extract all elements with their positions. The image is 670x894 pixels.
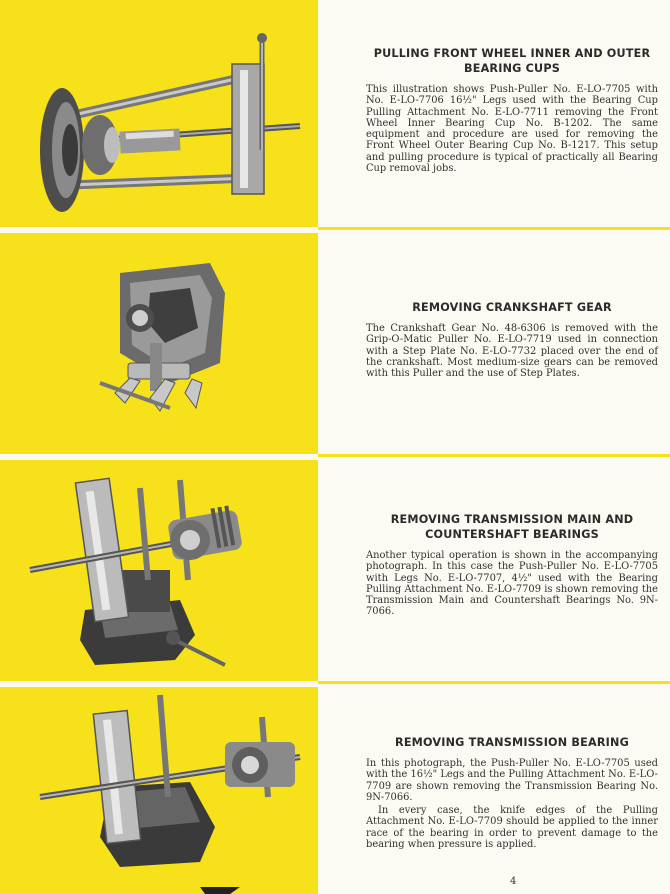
section-paragraph: In this photograph, the Push-Puller No. E-LO-7705 used with the 16½" Legs and the Pulling Attachment No. E-LO-7709 are shown removing the Transmission Bearing No. 9N-7066. bbox=[366, 758, 658, 803]
section-heading: REMOVING CRANKSHAFT GEAR bbox=[412, 301, 612, 314]
section-heading: PULLING FRONT WHEEL INNER AND OUTER BEARING CUPS bbox=[373, 47, 651, 75]
section-front-wheel-bearing-cups bbox=[366, 46, 658, 174]
section-crankshaft-gear bbox=[366, 300, 658, 379]
section-transmission-main-countershaft bbox=[366, 512, 658, 618]
section-paragraph: This illustration shows Push-Puller No. E-LO-7705 with No. E-LO-7706 16½" Legs used with the Bearing Cup Pulling Attachment No. E-LO-7711 removing the Front Wheel Inner Bearing Cup No. B-1202. The same equipment and procedure are used for removing the Front Wheel Outer Bearing Cup No. B-1217. This setup and pulling procedure is typical of practically all Bearing Cup removal jobs. bbox=[366, 84, 658, 175]
photo-front-wheel-bearing-cups bbox=[0, 0, 318, 227]
section-paragraph: Another typical operation is shown in the accompanying photograph. In this case the Push-Puller No. E-LO-7705 with Legs No. E-LO-7707, 4½" used with the Bearing Pulling Attachment No. E-LO-7709 is shown removing the Transmission Main and Countershaft Bearings No. 9N-7066. bbox=[366, 550, 658, 618]
photo-crankshaft-gear bbox=[0, 233, 318, 454]
photo-transmission-main-countershaft bbox=[0, 460, 318, 681]
section-paragraph: In every case, the knife edges of the Pulling Attachment No. E-LO-7709 should be applied to the inner race of the bearing in order to prevent damage to the bearing when pressure is applied. bbox=[366, 805, 658, 851]
section-transmission-bearing bbox=[366, 735, 658, 850]
section-paragraph: The Crankshaft Gear No. 48-6306 is removed with the Grip-O-Matic Puller No. E-LO-7719 used in connection with a Step Plate No. E-LO-7732 placed over the end of the crankshaft. Most medium-size gears can be removed with this Puller and the use of Step Plates. bbox=[366, 323, 658, 380]
section-heading: REMOVING TRANSMISSION MAIN AND COUNTERSHAFT BEARINGS bbox=[390, 513, 634, 541]
page-number: 4 bbox=[510, 876, 517, 887]
section-heading: REMOVING TRANSMISSION BEARING bbox=[395, 736, 629, 749]
photo-transmission-bearing bbox=[0, 687, 318, 894]
